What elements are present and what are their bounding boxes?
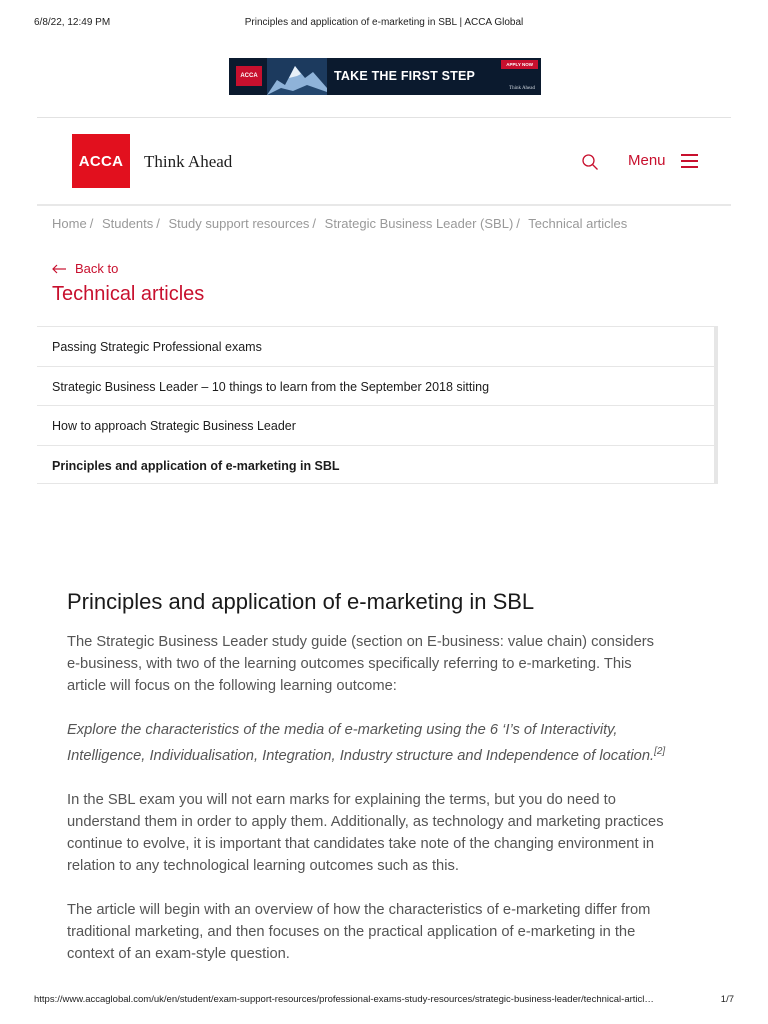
ad-apply-button[interactable]: APPLY NOW xyxy=(501,60,538,69)
quote-text: Explore the characteristics of the media of e-marketing using the 6 ‘I’s of Interactivity, Intelligence, Individualisation, Integration, Industry structure and Independence of location. xyxy=(67,722,655,764)
menu-button[interactable]: Menu xyxy=(628,152,666,169)
breadcrumb-students[interactable]: Students xyxy=(101,216,154,231)
search-icon[interactable] xyxy=(581,153,599,171)
page-number: 1/7 xyxy=(720,994,734,1005)
article-list-item[interactable]: Strategic Business Leader – 10 things to learn from the September 2018 sitting xyxy=(37,366,714,406)
header-bottom-divider xyxy=(37,204,731,206)
article-list xyxy=(37,326,718,484)
print-header xyxy=(34,17,734,31)
article-list-item[interactable]: How to approach Strategic Business Leader xyxy=(37,405,714,445)
ad-headline: TAKE THE FIRST STEP xyxy=(334,69,476,83)
article-title: Principles and application of e-marketing in SBL xyxy=(67,589,535,614)
breadcrumb-home[interactable]: Home xyxy=(52,216,87,231)
section-title[interactable]: Technical articles xyxy=(52,283,205,305)
breadcrumb-technical-articles[interactable]: Technical articles xyxy=(528,216,628,231)
print-url: https://www.accaglobal.com/uk/en/student/exam-support-resources/professional-exams-study-resources/strategic-business-leader/technical-articl… xyxy=(34,994,654,1005)
ad-tagline: Think Ahead xyxy=(509,86,535,91)
breadcrumb-sbl[interactable]: Strategic Business Leader (SBL) xyxy=(324,216,514,231)
ad-mountain-image xyxy=(267,58,327,95)
print-timestamp: 6/8/22, 12:49 PM xyxy=(34,17,111,28)
hamburger-icon[interactable] xyxy=(681,154,698,168)
header-tagline: Think Ahead xyxy=(144,152,233,171)
ad-banner[interactable] xyxy=(229,58,541,95)
article-body xyxy=(67,589,667,987)
article-paragraph: The Strategic Business Leader study guide (section on E-business: value chain) considers e-business, with two of the learning outcomes specifically referring to e-marketing. This article will focus on the following learning outcome: xyxy=(67,634,655,694)
back-link[interactable] xyxy=(52,261,118,276)
acca-logo[interactable]: ACCA xyxy=(72,134,130,188)
print-footer xyxy=(34,994,734,1008)
article-paragraph: In the SBL exam you will not earn marks for explaining the terms, but you do need to understand them in order to apply them. Additionally, as technology and marketing practices continue to evolve, it is important that candidates take note of the changing environment in relation to any technological learning outcomes such as this. xyxy=(67,791,664,874)
footnote-ref[interactable]: [2] xyxy=(654,746,666,757)
article-list-item-active[interactable]: Principles and application of e-marketing in SBL xyxy=(37,445,714,485)
article-list-item[interactable]: Passing Strategic Professional exams xyxy=(37,326,714,366)
back-link-label: Back to xyxy=(75,261,119,276)
arrow-left-icon xyxy=(52,264,66,274)
breadcrumb: Home / Students / Study support resources / Strategic Business Leader (SBL) / Technical articles xyxy=(52,216,628,231)
print-document-title: Principles and application of e-marketing in SBL | ACCA Global xyxy=(244,17,524,28)
breadcrumb-study-support[interactable]: Study support resources xyxy=(168,216,310,231)
article-paragraph: The article will begin with an overview of how the characteristics of e-marketing differ from traditional marketing, and then focuses on the practical application of e-marketing in the context of an exam-style question. xyxy=(67,901,651,962)
header-top-divider xyxy=(37,117,731,118)
ad-acca-logo: ACCA xyxy=(236,66,262,86)
learning-outcome-quote xyxy=(67,719,667,767)
